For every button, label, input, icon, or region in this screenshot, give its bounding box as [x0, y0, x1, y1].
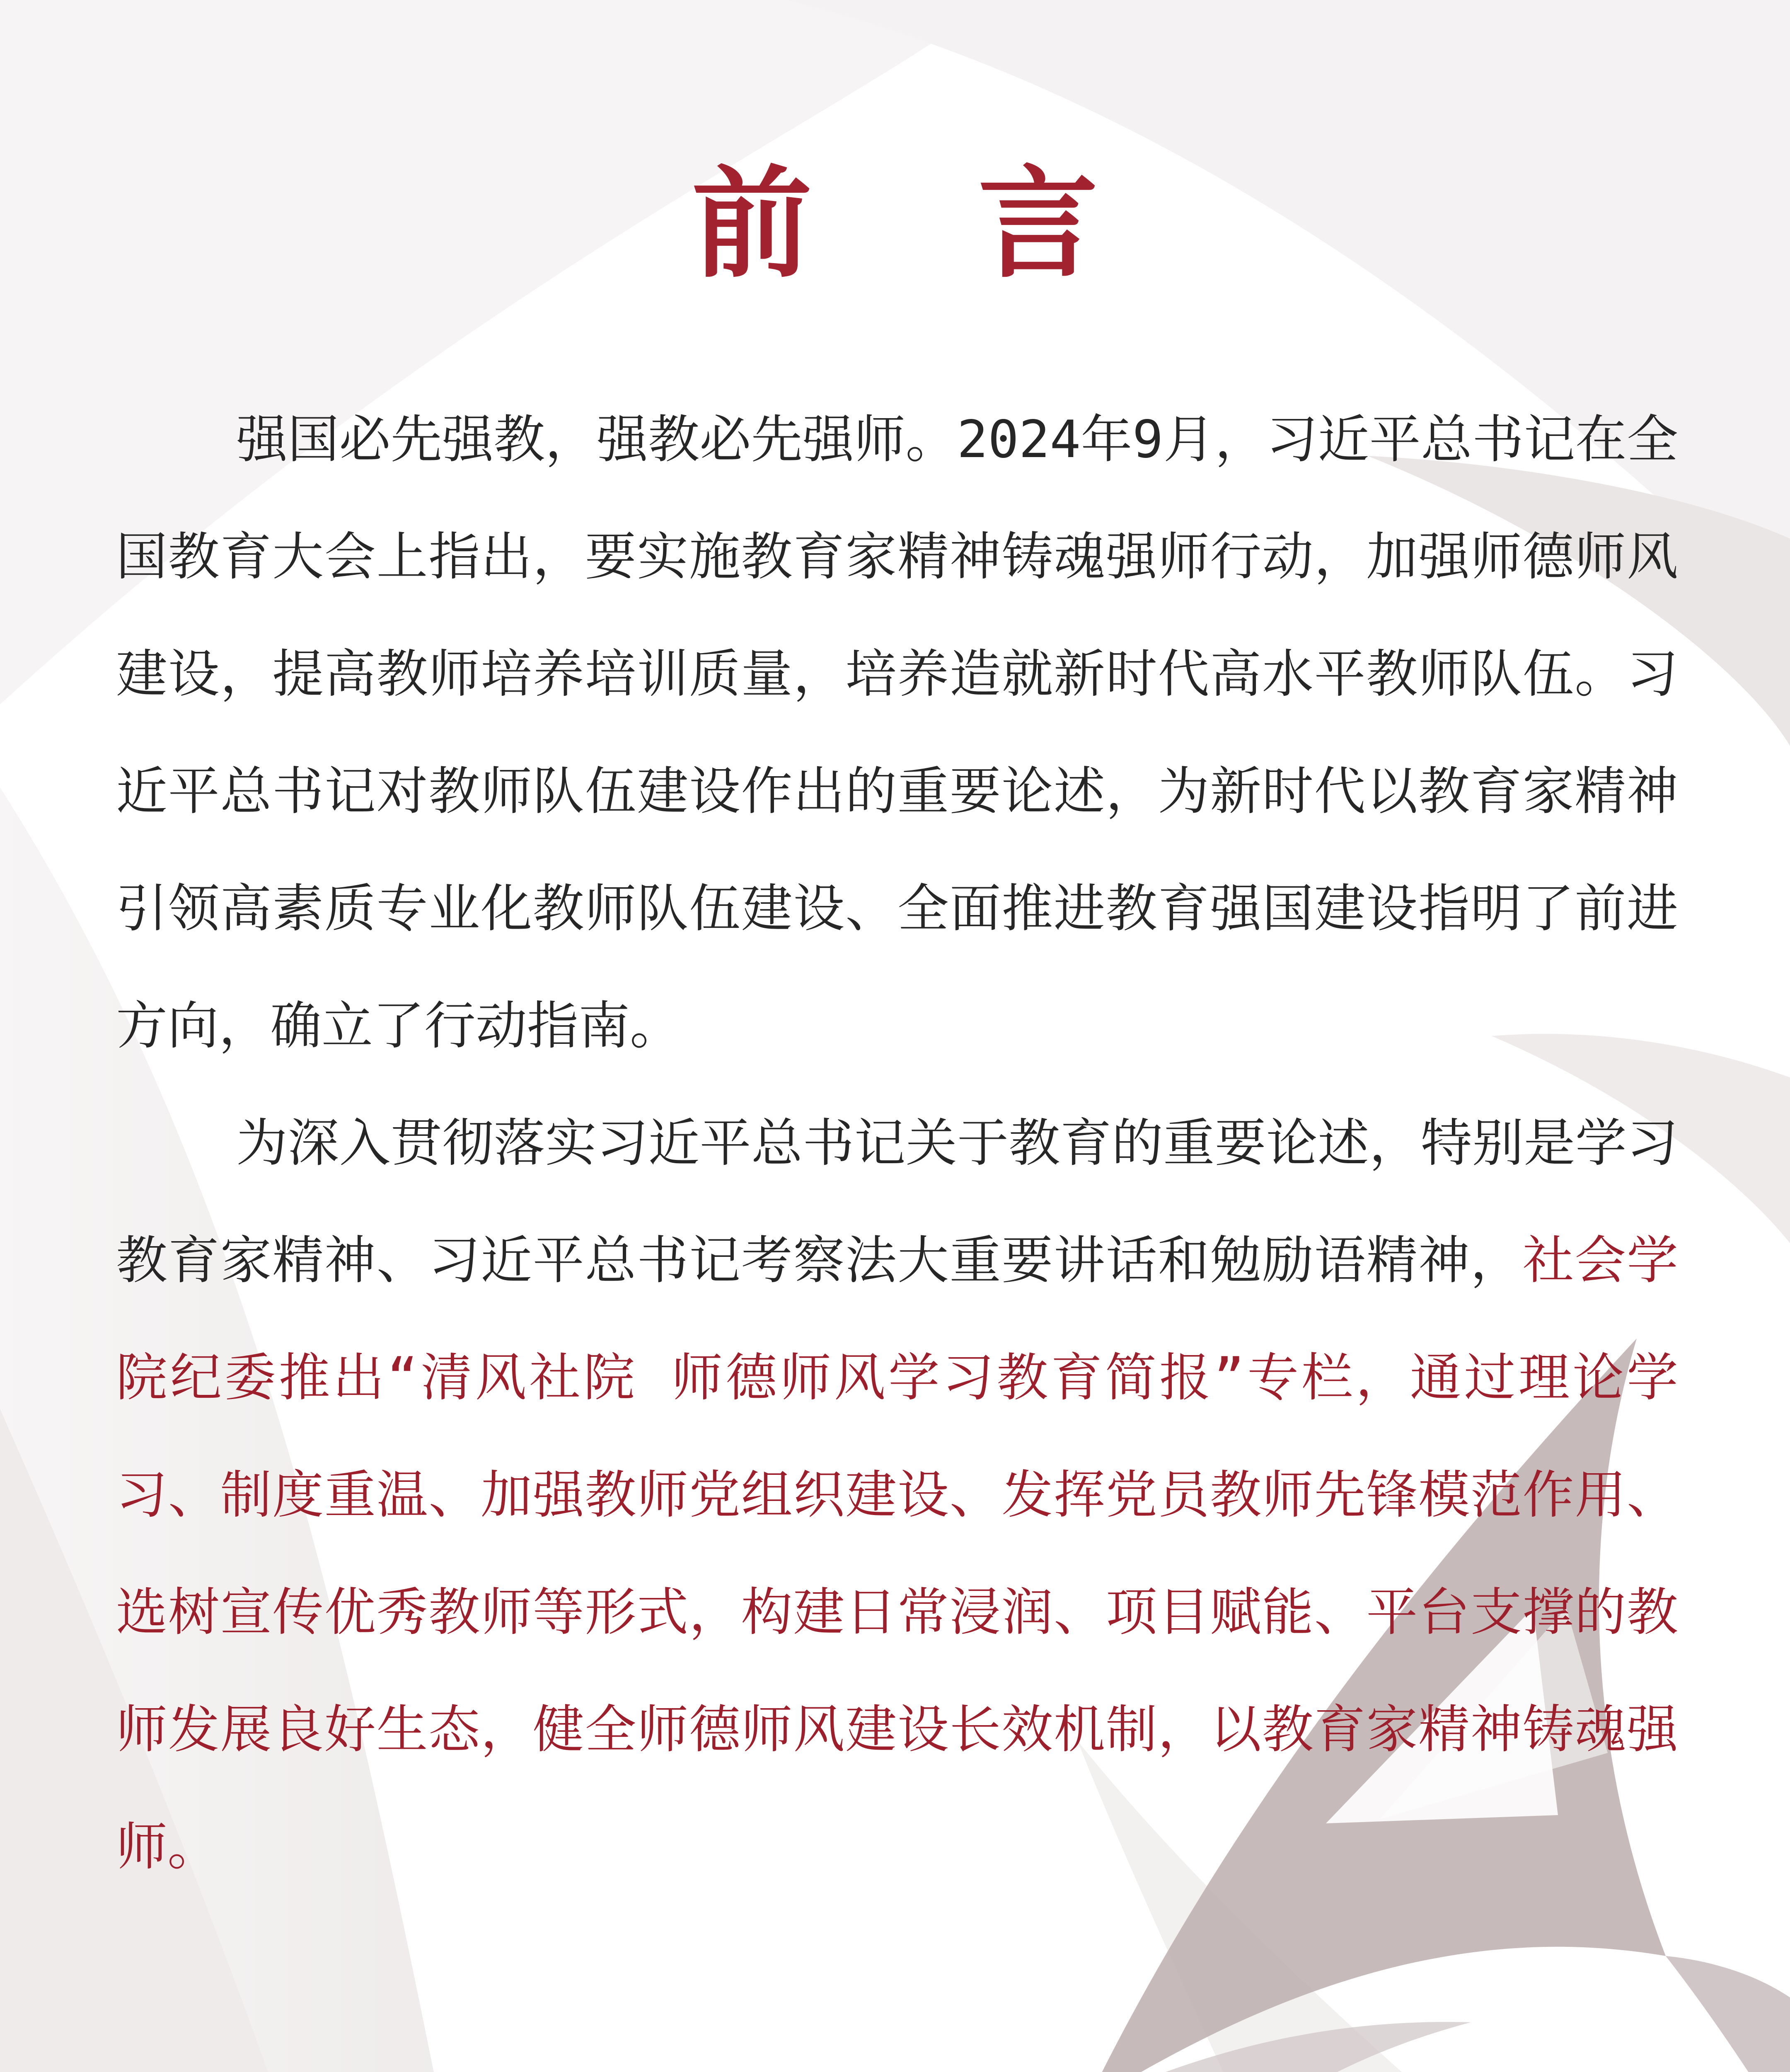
page-title: 前 言 [692, 153, 1161, 294]
paragraph-2 [116, 1085, 1678, 1906]
paragraph-2-plain: 为深入贯彻落实习近平总书记关于教育的重要论述，特别是学习教育家精神、习近平总书记考察法大重要讲话和勉励语精神， [116, 1113, 1678, 1290]
paragraph-1: 强国必先强教，强教必先强师。2024年9月，习近平总书记在全国教育大会上指出，要实施教育家精神铸魂强师行动，加强师德师风建设，提高教师培养培训质量，培养造就新时代高水平教师队伍。习近平总书记对教师队伍建设作出的重要论述，为新时代以教育家精神引领高素质专业化教师队伍建设、全面推进教育强国建设指明了前进方向，确立了行动指南。 [116, 410, 1678, 1056]
preface-body [116, 381, 1678, 1906]
paragraph-2-highlight: 社会学院纪委推出“清风社院 师德师风学习教育简报”专栏，通过理论学习、制度重温、加强教师党组织建设、发挥党员教师先锋模范作用、选树宣传优秀教师等形式，构建日常浸润、项目赋能、平台支撑的教师发展良好生态，健全师德师风建设长效机制，以教育家精神铸魂强师。 [116, 1231, 1678, 1877]
